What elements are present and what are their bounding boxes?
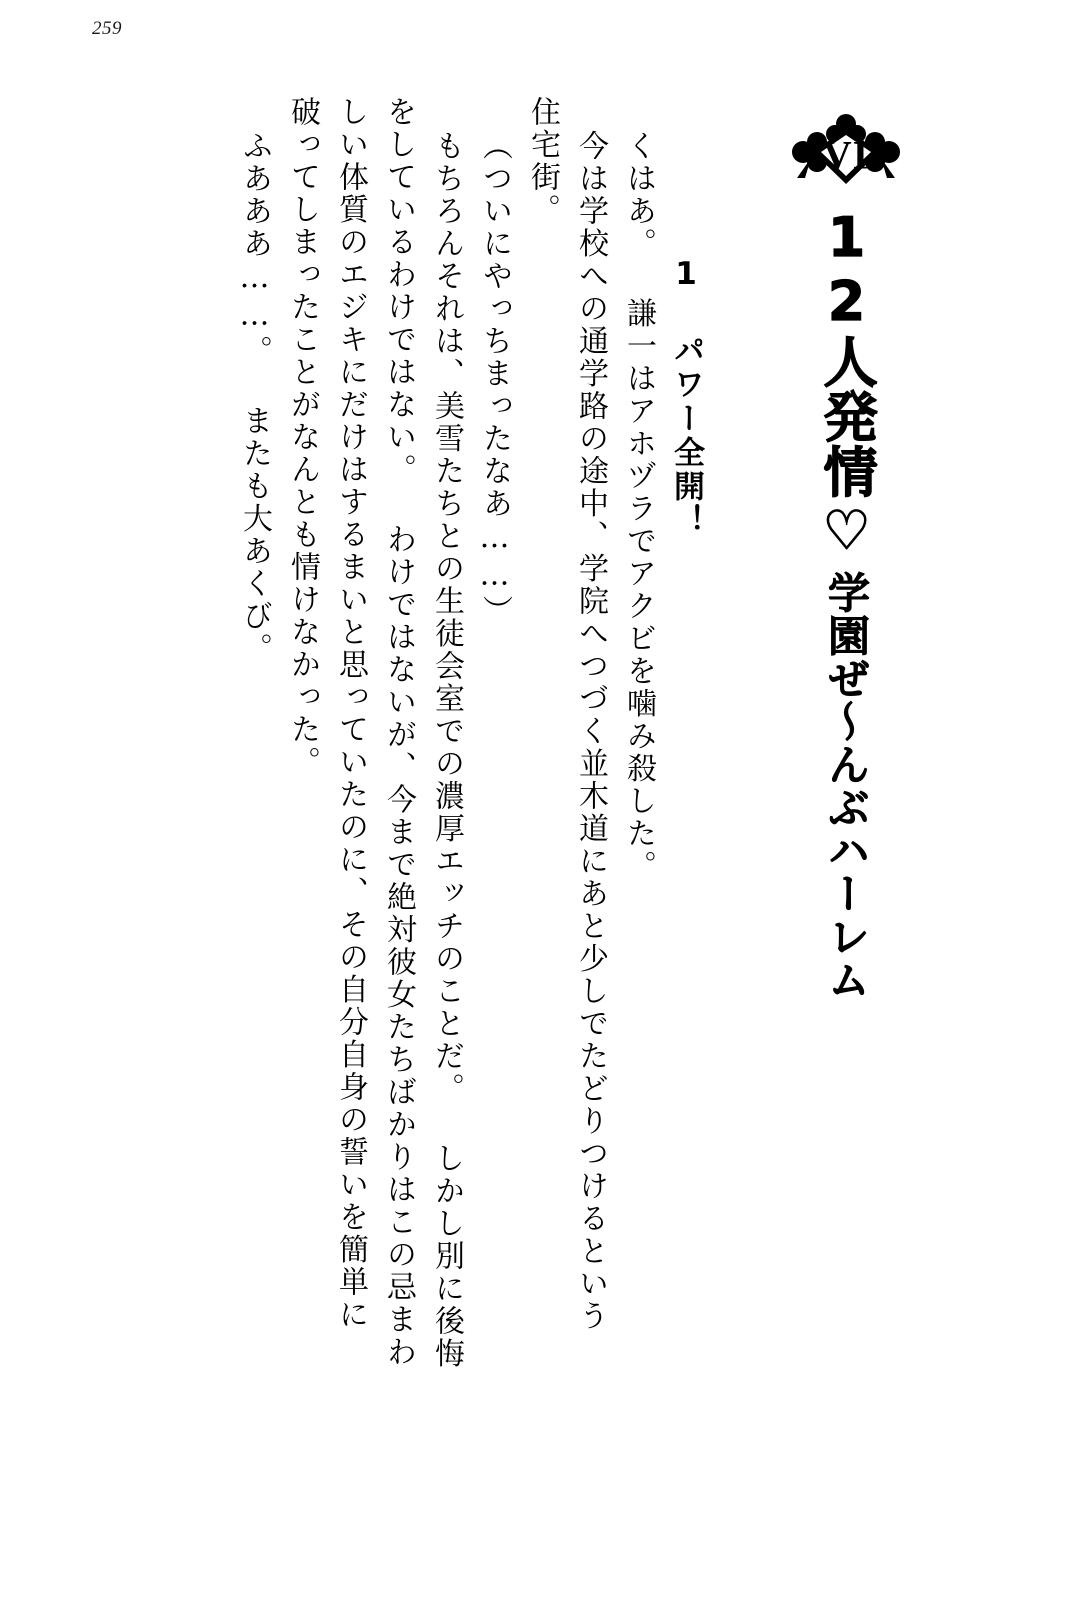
chapter-title: 12人発情♡: [815, 206, 879, 563]
clover-ornament-icon: [781, 108, 911, 204]
chapter-heading: [766, 108, 926, 1001]
chapter-subtitle: 学園ぜ～んぶハーレム: [822, 571, 871, 1001]
body-line: 住宅街。: [525, 96, 560, 226]
body-line: ふあああ……。 またも大あくび。: [237, 130, 272, 665]
body-line: 破ってしまったことがなんとも情けなかった。: [285, 96, 320, 779]
body-line: をしているわけではない。 わけではないが、今まで絶対彼女たちばかりはこの忌まわ: [381, 96, 416, 1369]
chapter-roman-numeral: VI: [822, 132, 870, 178]
page-number: 259: [92, 18, 122, 39]
body-line: 今は学校への通学路の途中、学院へつづく並木道にあと少しでたどりつけるという: [573, 130, 608, 1333]
body-text-vertical: [90, 96, 704, 1526]
body-line: しい体質のエジキにだけはするまいと思っていたのに、その自分自身の誓いを簡単に: [333, 96, 368, 1331]
body-line: （ついにやっちまったなあ……）: [477, 130, 512, 628]
body-line: もちろんそれは、美雪たちとの生徒会室での濃厚エッチのことだ。 しかし別に後悔: [429, 130, 464, 1370]
body-line: くはあ。 謙一はアホヅラでアクビを噛み殺した。: [621, 130, 656, 883]
section-heading: 1 パワー全開！: [668, 256, 704, 538]
